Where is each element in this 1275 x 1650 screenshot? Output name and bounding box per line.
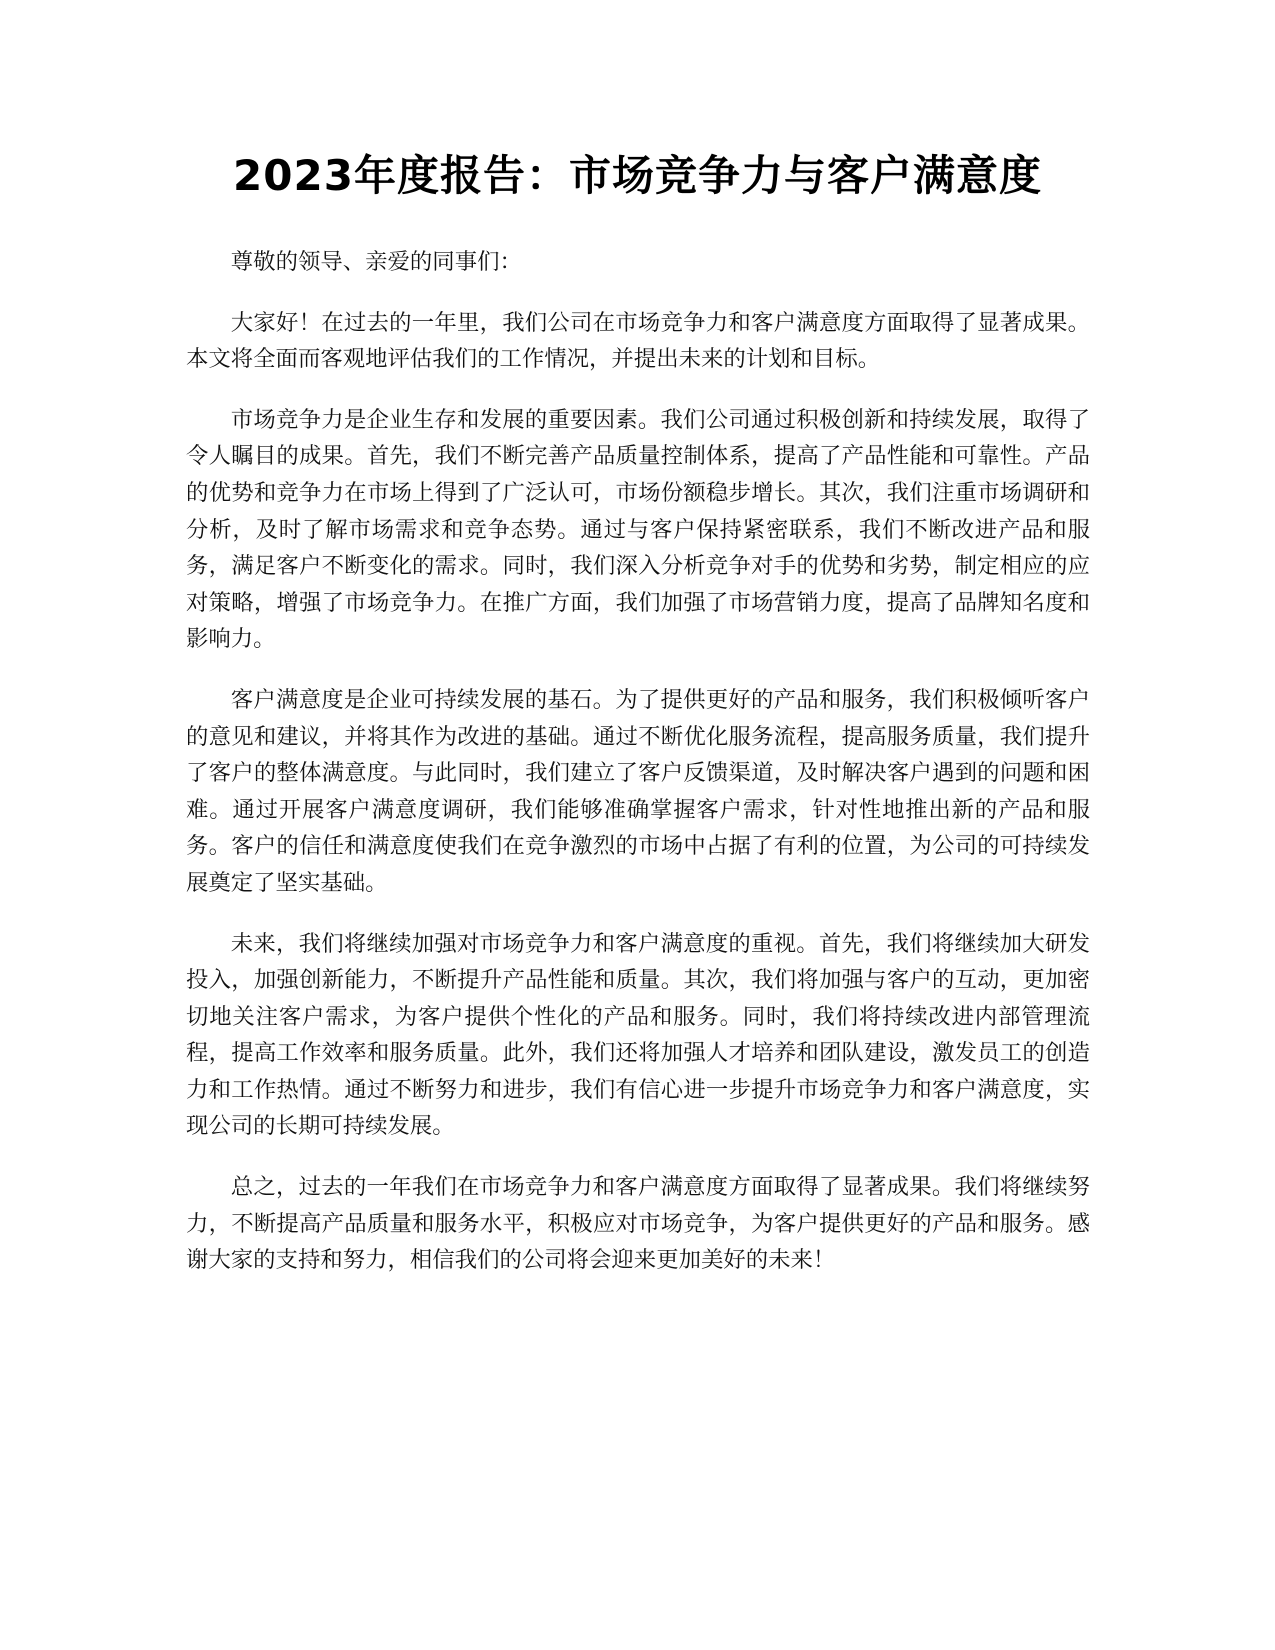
market-competitiveness-paragraph: 市场竞争力是企业生存和发展的重要因素。我们公司通过积极创新和持续发展，取得了令人瞩目的成果。首先，我们不断完善产品质量控制体系，提高了产品性能和可靠性。产品的优势和竞争力在市场上得到了广泛认可，市场份额稳步增长。其次，我们注重市场调研和分析，及时了解市场需求和竞争态势。通过与客户保持紧密联系，我们不断改进产品和服务，满足客户不断变化的需求。同时，我们深入分析竞争对手的优势和劣势，制定相应的应对策略，增强了市场竞争力。在推广方面，我们加强了市场营销力度，提高了品牌知名度和影响力。 — [186, 406, 1090, 653]
greeting-paragraph: 大家好！在过去的一年里，我们公司在市场竞争力和客户满意度方面取得了显著成果。本文将全面而客观地评估我们的工作情况，并提出未来的计划和目标。 — [186, 309, 1090, 373]
document-title: 2023年度报告：市场竞争力与客户满意度 — [233, 151, 1042, 200]
salutation-paragraph: 尊敬的领导、亲爱的同事们： — [230, 249, 522, 275]
conclusion-paragraph: 总之，过去的一年我们在市场竞争力和客户满意度方面取得了显著成果。我们将继续努力，不断提高产品质量和服务水平，积极应对市场竞争，为客户提供更好的产品和服务。感谢大家的支持和努力，相信我们的公司将会迎来更加美好的未来！ — [186, 1174, 1090, 1274]
document-body — [186, 244, 1090, 1303]
future-plans-paragraph: 未来，我们将继续加强对市场竞争力和客户满意度的重视。首先，我们将继续加大研发投入，加强创新能力，不断提升产品性能和质量。其次，我们将加强与客户的互动，更加密切地关注客户需求，为客户提供个性化的产品和服务。同时，我们将持续改进内部管理流程，提高工作效率和服务质量。此外，我们还将加强人才培养和团队建设，激发员工的创造力和工作热情。通过不断努力和进步，我们有信心进一步提升市场竞争力和客户满意度，实现公司的长期可持续发展。 — [186, 930, 1090, 1140]
customer-satisfaction-paragraph: 客户满意度是企业可持续发展的基石。为了提供更好的产品和服务，我们积极倾听客户的意见和建议，并将其作为改进的基础。通过不断优化服务流程，提高服务质量，我们提升了客户的整体满意度。与此同时，我们建立了客户反馈渠道，及时解决客户遇到的问题和困难。通过开展客户满意度调研，我们能够准确掌握客户需求，针对性地推出新的产品和服务。客户的信任和满意度使我们在竞争激烈的市场中占据了有利的位置，为公司的可持续发展奠定了坚实基础。 — [186, 686, 1090, 896]
